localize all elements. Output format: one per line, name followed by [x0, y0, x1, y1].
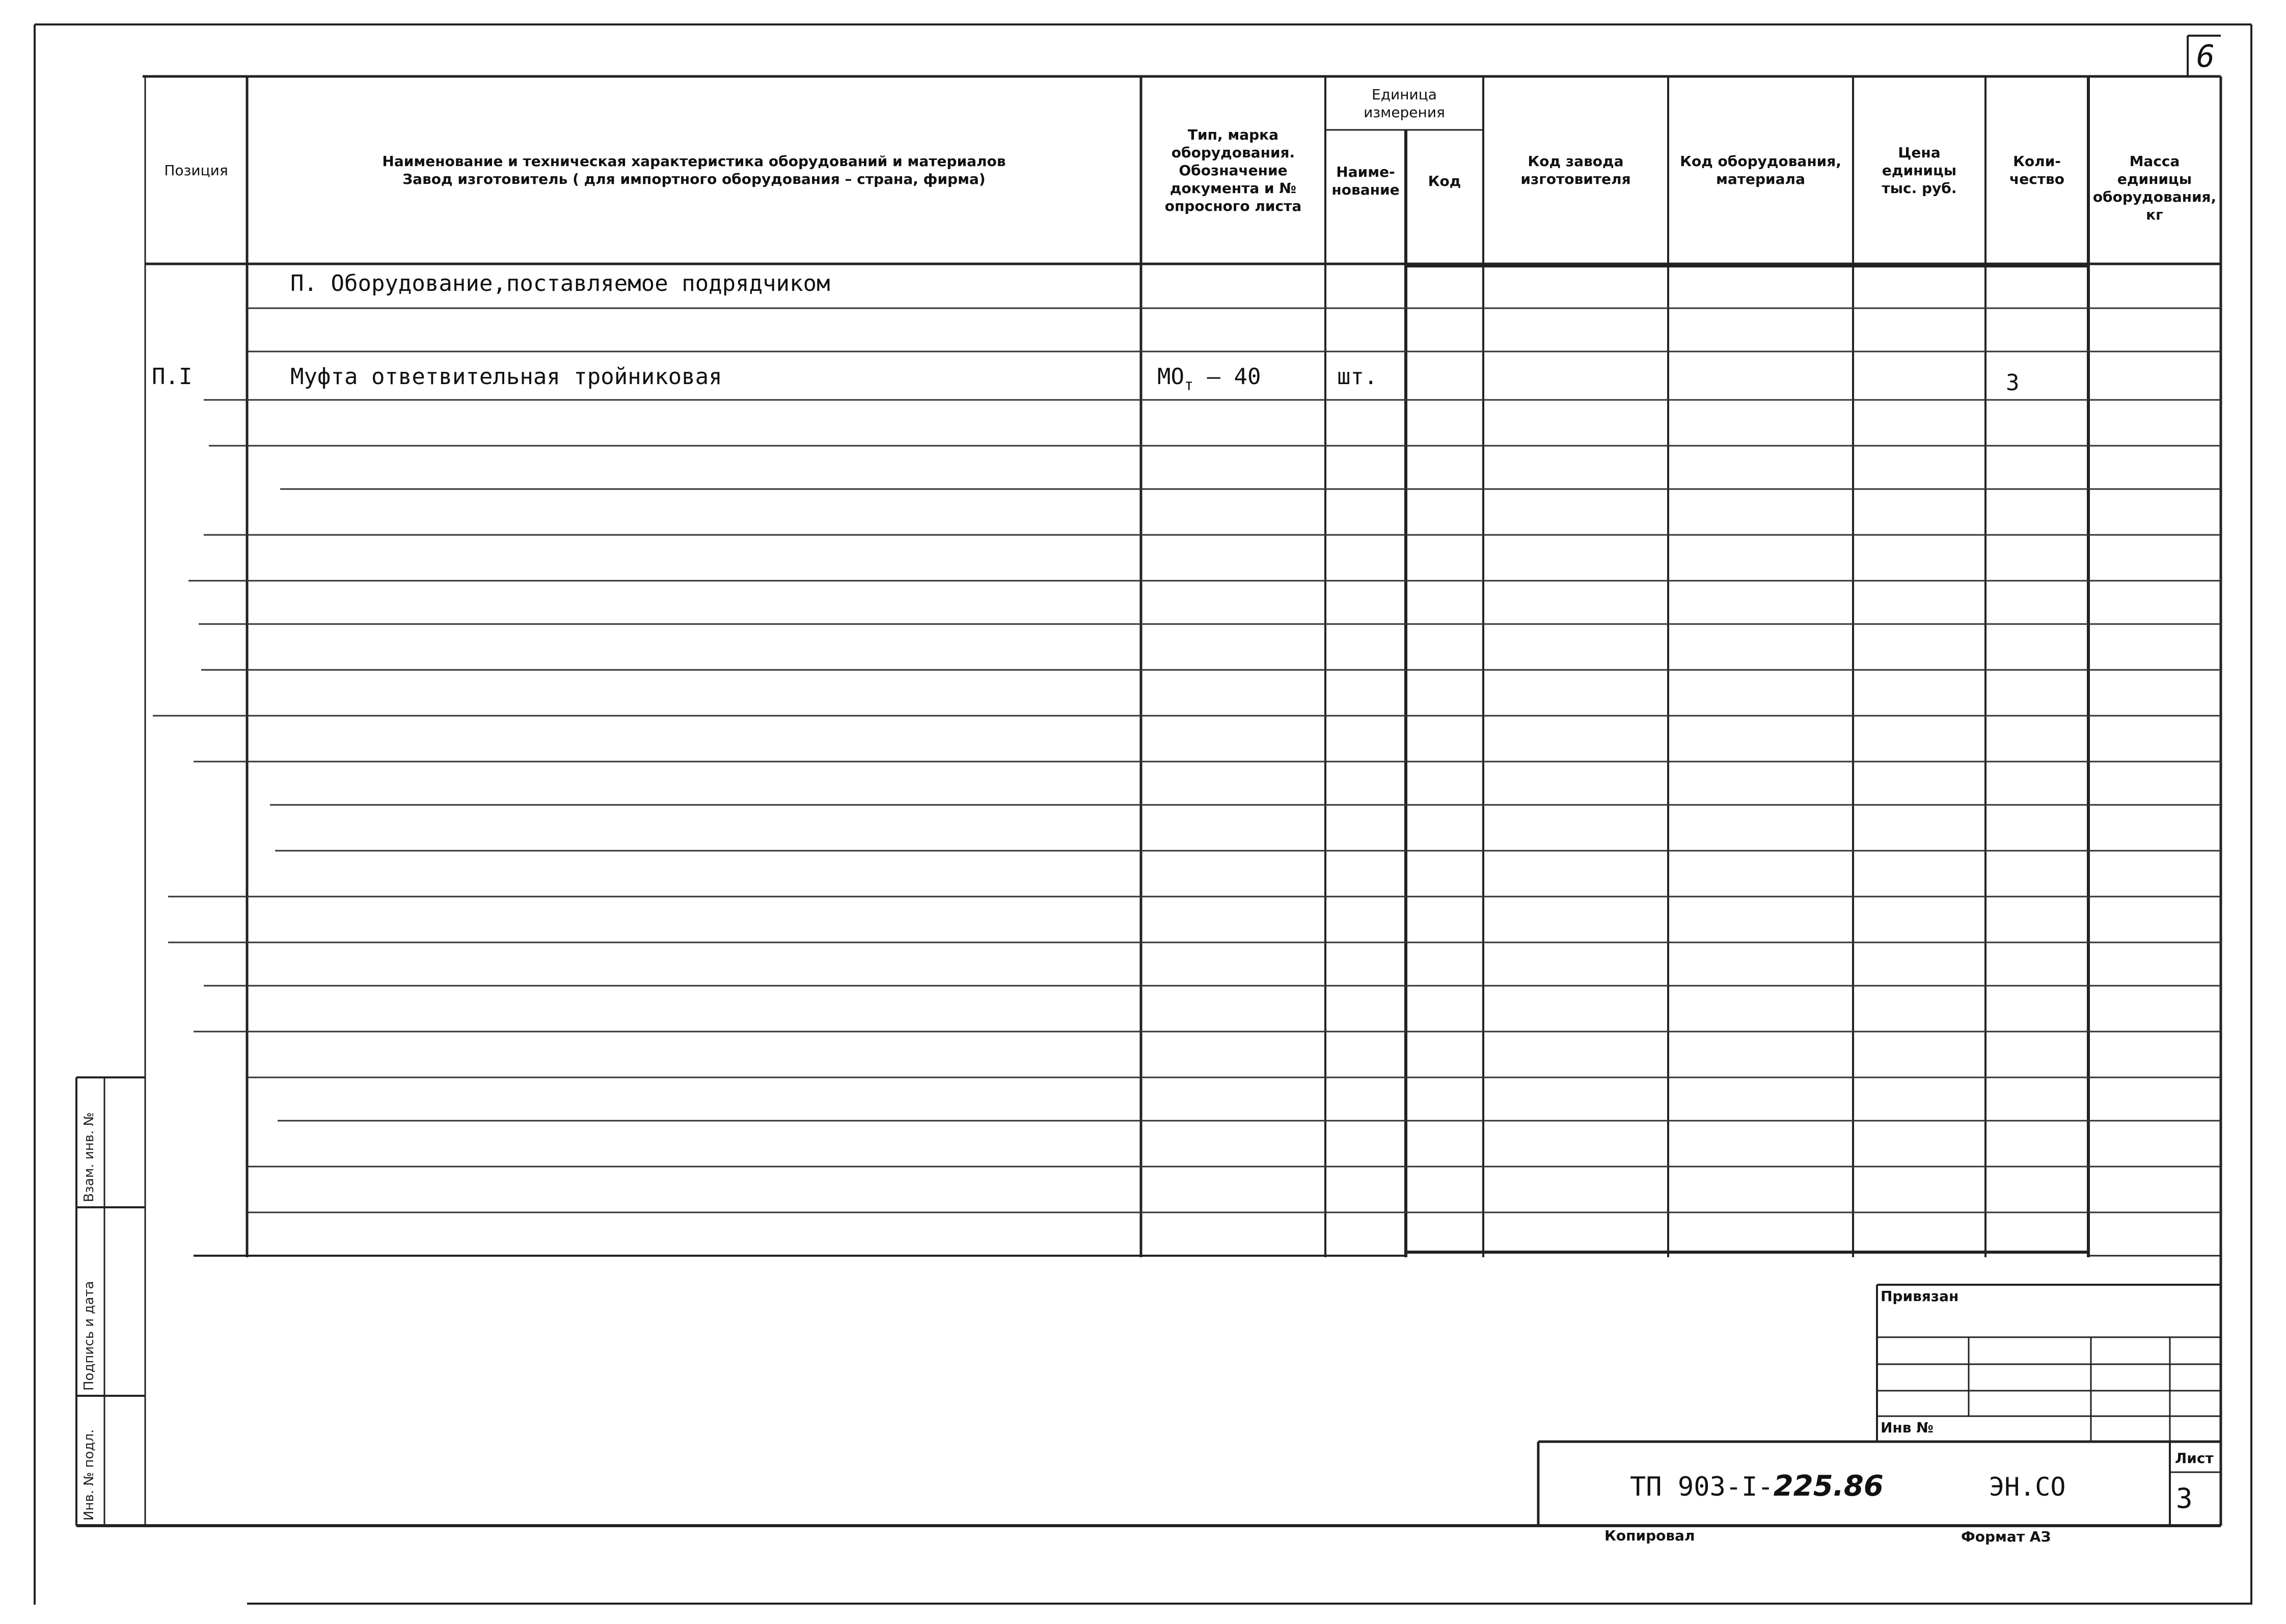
margin-label-inv-no: Инв. № подл. [81, 1429, 97, 1521]
row-type-main: МО [1157, 364, 1184, 390]
copied-label: Копировал [1604, 1527, 1695, 1544]
stamp-tied-label: Привязан [1881, 1288, 1959, 1305]
row-quantity: 3 [2006, 370, 2020, 396]
row-type [1157, 364, 1261, 394]
header-unit-name: Наиме- нование [1331, 164, 1400, 198]
document-suffix: ЭН.СО [1989, 1472, 2066, 1502]
margin-label-signature-date: Подпись и дата [81, 1281, 97, 1391]
row-unit: шт. [1337, 364, 1378, 390]
header-equipment-code: Код оборудования, материала [1680, 153, 1841, 187]
header-position: Позиция [164, 161, 228, 179]
row-type-subscript: т [1184, 376, 1194, 394]
header-unit-code: Код [1428, 172, 1461, 190]
stamp-sheet-label: Лист [2175, 1450, 2214, 1467]
header-price: Цена единицы тыс. руб. [1882, 144, 1957, 197]
section-title: П. Оборудование,поставляемое подрядчиком [290, 270, 830, 296]
header-quantity: Коли- чество [2009, 153, 2064, 187]
document-code-prefix: ТП 903-I- [1630, 1472, 1774, 1502]
sheet-corner-number: 6 [2196, 39, 2215, 74]
row-position: П.I [152, 364, 193, 390]
stamp-inv-label: Инв № [1881, 1419, 1934, 1436]
margin-label-replacement-inv: Взам. инв. № [81, 1112, 97, 1202]
header-type: Тип, марка оборудования. Обозначение документа и № опросного листа [1164, 126, 1302, 214]
format-label: Формат АЗ [1961, 1528, 2051, 1545]
document-code-number: 225.86 [1773, 1470, 1884, 1503]
row-name: Муфта ответвительная тройниковая [290, 364, 722, 390]
header-name: Наименование и техническая характеристика оборудований и материалов Завод изготовитель ( для импортного оборудования – страна, фирма) [382, 153, 1006, 187]
header-unit-group: Единица измерения [1364, 86, 1445, 121]
header-mass: Масса единицы оборудования, кг [2092, 153, 2217, 223]
header-factory-code: Код завода изготовителя [1520, 153, 1631, 187]
document-code [1630, 1470, 1884, 1503]
sheet-number: 3 [2176, 1482, 2193, 1514]
row-type-tail: – 40 [1193, 364, 1261, 390]
